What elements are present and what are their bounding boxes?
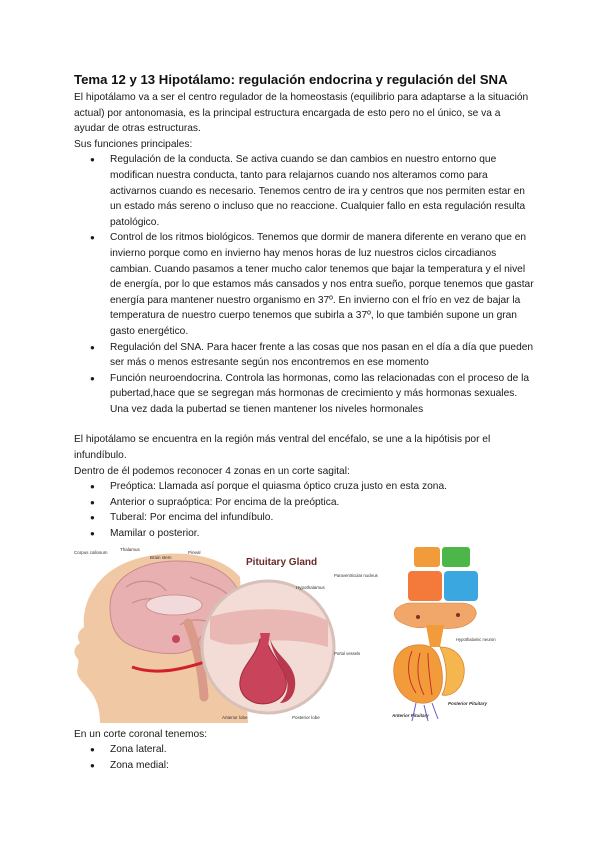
posterior-pituitary-shape [440,647,464,695]
anterior-pituitary-label: Anterior Pituitary [392,712,429,718]
figures-row [70,547,534,723]
paraventricular-label: Paraventricular nucleus [334,572,378,578]
list-item: ● Anterior o supraóptica: Por encima de la preóptica. [110,495,534,511]
hypothalamus-label: Hypothalamus [296,584,325,590]
list-item: ● Preóptica: Llamada así porque el quiasma óptico cruza justo en esta zona. [110,479,534,495]
sagittal-zones-list [74,479,534,541]
list-item: ● Mamilar o posterior. [110,526,534,542]
list-item: ● Función neuroendocrina. Controla las hormonas, como las relacionadas con el proceso de la pubertad,hace que se segregan más hormonas de crecimiento y más hormonas sexuales. Una vez dada la pubertad se tienen mantener los niveles hormonales [110,371,534,418]
list-item: ● Zona lateral. [110,742,534,758]
hypothalamic-neuron-label: Hypothalamic neuron [456,636,496,642]
spacer [74,417,534,432]
functions-heading: Sus funciones principales: [74,138,193,150]
intro-paragraph: El hipotálamo va a ser el centro regulador de la homeostasis (equilibrio para adaptarse a la situación actual) por antonomasia, es la principal estructura encargada de esto pero no el único, se va a ayudar de otras estructuras. [74,92,529,135]
list-item: ● Zona medial: [110,758,534,774]
neuron-dot [456,613,460,617]
coronal-heading: En un corte coronal tenemos: [74,728,208,740]
list-item: ● Regulación del SNA. Para hacer frente a las cosas que nos pasan en el día a día que pueden ser más o menos estresante según nos encontremos en ese momento [110,340,534,371]
list-item: ● Control de los ritmos biológicos. Tenemos que dormir de manera diferente en verano que en invierno porque como en invierno hay menos horas de luz nuestros ciclos circadianos cambian. Cuando pasamos a tener mucho calor tenemos que bajar la temperatura y el nivel de energía, por lo que estamos más cansados y nos entra sueño, porque tenemos que gastar energía para mantener nuestro organismo en 37º. En invierno con el frío en vez de bajar la temperatura de nuestro cuerpo tenemos que subirla a 37º, lo que también supone un gran gasto energético. [110,230,534,339]
coronal-zones-list [74,742,534,773]
stalk [426,625,444,647]
hypothalamus-region [394,603,476,628]
pituitary-small [172,635,180,643]
posterior-lobe-label: Posterior lobe [292,714,320,720]
corpus-callosum-label: Corpus callosum [74,549,108,555]
figure-title: Pituitary Gland [246,556,318,568]
functions-list [74,152,534,417]
document-page [74,71,534,773]
posterior-pituitary-label: Posterior Pituitary [448,700,488,706]
neuron-dot [416,615,420,619]
portal-vessels-label: Portal vessels [334,650,361,656]
veins [412,703,438,721]
list-item: ● Tuberal: Por encima del infundíbulo. [110,510,534,526]
brain-stem-label: Brain stem [150,554,172,560]
sagittal-heading: Dentro de él podemos reconocer 4 zonas en un corte sagital: [74,465,350,477]
page-title: Tema 12 y 13 Hipotálamo: regulación endocrina y regulación del SNA [74,72,508,87]
thalamus-label: Thalamus [120,546,140,552]
box-blue [444,571,478,601]
pituitary-gland-illustration [70,547,338,723]
location-paragraph: El hipotálamo se encuentra en la región más ventral del encéfalo, se une a la hipótisis por el infundíbulo. [74,434,491,462]
pineal-label: Pineal [188,549,201,555]
corpus-callosum-shape [146,595,202,615]
box-orange-top [414,547,440,567]
anterior-lobe-label: Anterior lobe [222,714,248,720]
hypothalamic-pituitary-schematic [332,547,504,723]
list-item: ● Regulación de la conducta. Se activa cuando se dan cambios en nuestro entorno que modifican nuestra conducta, tanto para relajarnos cuando nos alteramos como para activarnos cuando es necesario. Tenemos centro de ira y centros que nos permiten estar en un estado más sereno o incluso que no reaccione. Cualquier fallo en esta regulación resulta patológico. [110,152,534,230]
box-orange [408,571,442,601]
box-green [442,547,470,567]
